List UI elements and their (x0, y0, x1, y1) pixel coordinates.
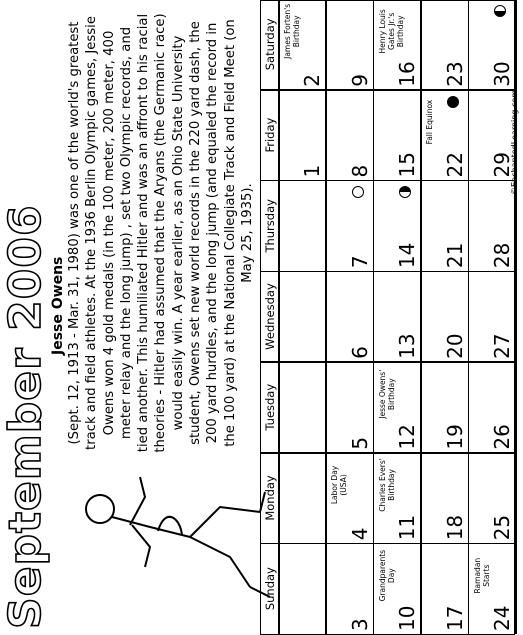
grid-column-divider (261, 452, 516, 454)
grid-row-divider (373, 0, 375, 634)
grid-column-divider (261, 543, 516, 545)
date-number: 27 (490, 333, 514, 359)
new-moon-icon (447, 96, 459, 108)
weekday-header-thursday: Thursday (263, 199, 277, 253)
copyright-notice: ©EnchantedLearning.com (510, 89, 519, 195)
date-number: 21 (442, 242, 467, 269)
date-number: 14 (395, 242, 420, 269)
date-number: 9 (347, 73, 372, 87)
biography-text: (Sept. 12, 1913 - Mar. 31, 1980) was one of the world's greatest track and field athletes. At the 1936 Berlin Olympic games, Jessie Owens won 4 gold medals (in the 100 meter, 200 meter, 400 meter relay and the long jump) , set two Olympic records, and tied another. This humiliated Hitler and was an affront to his racial theories - Hitler had assumed that the Aryans (the Germanic race) would easily win. A year earlier, as an Ohio State University student, Owens set new world records in the 220 yard dash, the 200 yard hurdles, and the long jump (and equaled the record in the 100 yard) at the National Collegiate Track and Field Meet (on May 25, 1935). (67, 13, 255, 453)
date-number: 19 (442, 424, 467, 450)
grid-column-divider (261, 180, 516, 182)
event-label: Labor Day (USA) (330, 465, 349, 505)
date-number: 18 (442, 514, 467, 541)
weekday-header-saturday: Saturday (263, 18, 277, 71)
weekday-header-wednesday: Wednesday (263, 283, 277, 350)
grid-column-divider (261, 89, 516, 91)
date-number: 8 (347, 164, 372, 178)
grid-row-divider (278, 0, 280, 634)
date-number: 11 (395, 514, 420, 541)
date-number: 28 (490, 242, 514, 269)
date-number: 7 (347, 255, 372, 269)
grid-column-divider (261, 271, 516, 273)
first-quarter-moon-icon (494, 5, 506, 17)
date-number: 1 (300, 164, 325, 178)
date-number: 2 (300, 73, 325, 87)
date-number: 13 (395, 333, 420, 359)
date-number: 20 (442, 333, 467, 359)
weekday-header-tuesday: Tuesday (263, 383, 277, 431)
grid-row-divider (325, 0, 327, 634)
date-number: 23 (442, 61, 467, 87)
date-number: 26 (490, 424, 514, 450)
weekday-header-sunday: Sunday (263, 567, 277, 611)
event-label: Charles Evers' Birthday (377, 458, 396, 512)
grid-column-divider (261, 361, 516, 363)
date-number: 16 (395, 61, 420, 87)
event-label: Ramadan Starts (472, 557, 491, 594)
weekday-header-friday: Friday (263, 117, 277, 153)
date-number: 17 (442, 605, 467, 631)
date-number: 22 (442, 151, 467, 178)
event-label: James Forten's Birthday (283, 3, 301, 59)
weekday-header-monday: Monday (263, 475, 277, 521)
date-number: 3 (347, 618, 372, 631)
runner-head (86, 495, 114, 523)
last-quarter-moon-icon (399, 186, 411, 198)
grid-row-divider (420, 0, 422, 634)
calendar-grid (260, 0, 515, 635)
date-number: 24 (490, 605, 514, 631)
event-label: Jesse Owens' Birthday (377, 369, 396, 419)
biography-subject: Jesse Owens (50, 256, 66, 355)
date-number: 4 (347, 527, 372, 541)
page-title: September 2006 (0, 204, 51, 629)
date-number: 6 (347, 346, 372, 359)
date-number: 15 (395, 151, 420, 178)
event-label: Fall Equinox (425, 99, 435, 145)
full-moon-icon (352, 186, 364, 198)
date-number: 12 (395, 424, 420, 450)
event-label: Grandparents Day (377, 549, 396, 602)
date-number: 5 (347, 436, 372, 450)
date-number: 29 (490, 151, 514, 178)
event-label: Henry Louis Gates Jr.'s Birthday (377, 9, 405, 54)
date-number: 25 (490, 514, 514, 541)
date-number: 30 (490, 61, 514, 87)
grid-row-divider (468, 0, 470, 634)
date-number: 10 (395, 605, 420, 631)
